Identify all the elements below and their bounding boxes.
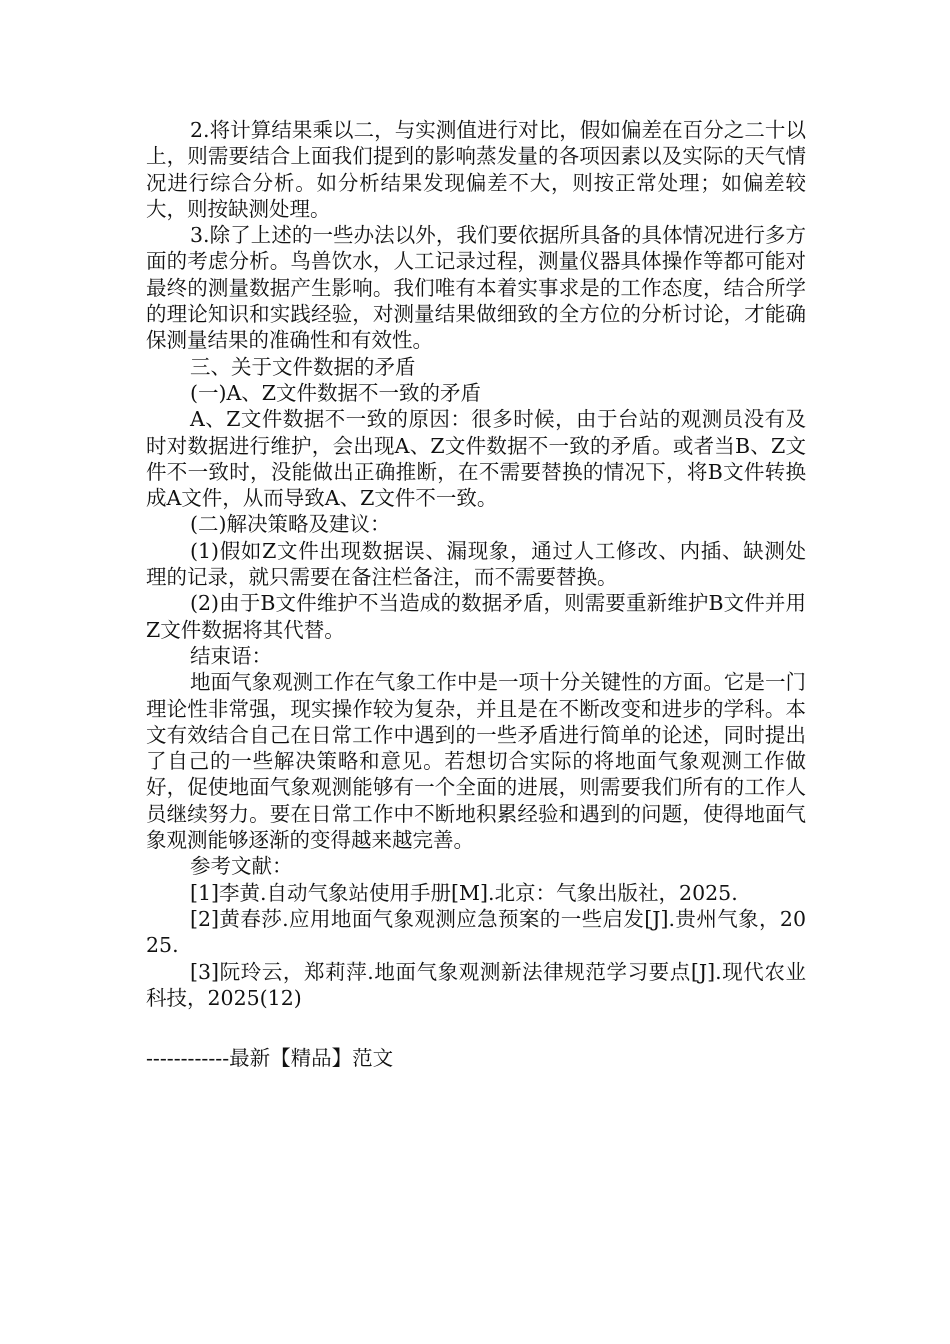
footer-label: ------------最新【精品】范文 [146,1046,394,1070]
paragraph-az-cause: A、Z文件数据不一致的原因：很多时候，由于台站的观测员没有及时对数据进行维护，会出现A、Z文件数据不一致的矛盾。或者当B、Z文件不一致时，没能做出正确推断，在不需要替换的情况下，将B文件转换成A文件，从而导致A、Z文件不一致。 [146,407,806,511]
subheading-strategies: (二)解决策略及建议： [190,512,391,537]
paragraph-conclusion: 地面气象观测工作在气象工作中是一项十分关键性的方面。它是一门理论性非常强，现实操作较为复杂，并且是在不断改变和进步的学科。本文有效结合自己在日常工作中遇到的一些矛盾进行简单的论述，同时提出了自己的一些解决策略和意见。若想切合实际的将地面气象观测工作做好，促使地面气象观测能够有一个全面的进展，则需要我们所有的工作人员继续努力。要在日常工作中不断地积累经验和遇到的问题，使得地面气象观测能够逐渐的变得越来越完善。 [146,670,806,853]
section-heading-file-data: 三、关于文件数据的矛盾 [190,354,416,379]
reference-1: [1]李黄.自动气象站使用手册[M].北京：气象出版社，2025. [190,880,738,905]
heading-references: 参考文献： [190,854,293,879]
paragraph-evaporation-compare: 2.将计算结果乘以二，与实测值进行对比，假如偏差在百分之二十以上，则需要结合上面我们提到的影响蒸发量的各项因素以及实际的天气情况进行综合分析。如分析结果发现偏差不大，则按正常处理；如偏差较大，则按缺测处理。 [146,118,806,221]
paragraph-strategy-2: (2)由于B文件维护不当造成的数据矛盾，则需要重新维护B文件并用Z文件数据将其代替。 [146,591,806,642]
paragraph-strategy-1: (1)假如Z文件出现数据误、漏现象，通过人工修改、内插、缺测处理的记录，就只需要在备注栏备注，而不需要替换。 [146,538,806,590]
subheading-az-inconsistency: (一)A、Z文件数据不一致的矛盾 [190,380,482,405]
paragraph-other-methods: 3.除了上述的一些办法以外，我们要依据所具备的具体情况进行多方面的考虑分析。鸟兽饮水，人工记录过程，测量仪器具体操作等都可能对最终的测量数据产生影响。我们唯有本着实事求是的工作态度，结合所学的理论知识和实践经验，对测量结果做细致的全方位的分析讨论，才能确保测量结果的准确性和有效性。 [146,223,806,353]
document-body [146,117,806,1011]
reference-3: [3]阮玲云，郑莉萍.地面气象观测新法律规范学习要点[J].现代农业科技，2025(12) [146,959,806,1010]
reference-2: [2]黄春莎.应用地面气象观测应急预案的一些启发[J].贵州气象，2025. [146,906,806,958]
heading-conclusion: 结束语： [190,643,272,668]
